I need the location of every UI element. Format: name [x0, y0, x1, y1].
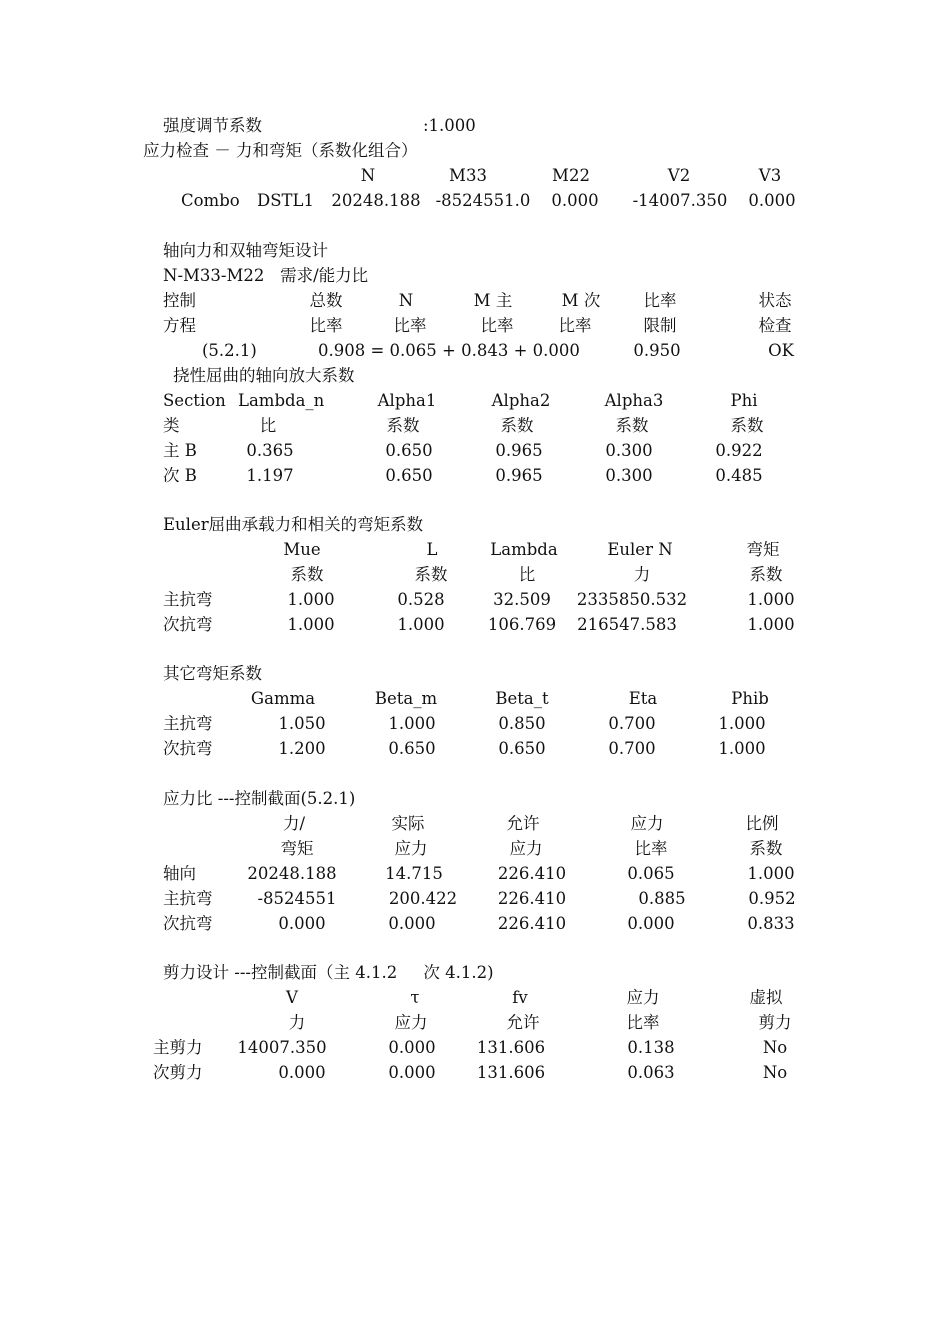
buckling-header: Phi — [730, 391, 758, 410]
shear-header: fv — [512, 988, 528, 1007]
stress-ratio-cell: 0.952 — [748, 889, 796, 908]
buckling-cell: 0.300 — [605, 441, 653, 460]
stress-ratio-cell: 主抗弯 — [163, 889, 213, 908]
shear-cell: 0.138 — [627, 1038, 675, 1057]
euler-title: Euler屈曲承载力和相关的弯矩系数 — [163, 515, 424, 534]
stress-ratio-cell: 226.410 — [497, 889, 567, 908]
axial-header: 方程 — [163, 316, 196, 335]
stress-ratio-cell: 14.715 — [385, 864, 443, 883]
stress-check-header: N — [360, 166, 376, 185]
stress-check-cell: 20248.188 — [331, 191, 421, 210]
other-moment-cell: 0.850 — [498, 714, 546, 733]
euler-cell: 1.000 — [747, 615, 795, 634]
buckling-header: 系数 — [500, 416, 534, 435]
stress-ratio-header: 应力 — [630, 814, 664, 833]
other-moment-cell: 1.000 — [388, 714, 436, 733]
stress-ratio-cell: 0.000 — [388, 914, 436, 933]
axial-header: N — [398, 291, 414, 310]
axial-cell: (5.2.1) — [202, 341, 257, 360]
shear-cell: 0.000 — [388, 1038, 436, 1057]
other-moment-cell: 1.200 — [278, 739, 326, 758]
axial-header: 比率 — [309, 316, 343, 335]
other-moment-cell: 0.700 — [608, 714, 656, 733]
stress-ratio-cell: 200.422 — [388, 889, 458, 908]
euler-cell: 主抗弯 — [163, 590, 213, 609]
stress-ratio-cell: 轴向 — [163, 864, 196, 883]
buckling-cell: 0.650 — [385, 466, 433, 485]
shear-cell: 0.063 — [627, 1063, 675, 1082]
stress-check-header: V3 — [758, 166, 782, 185]
shear-cell: 次剪力 — [153, 1063, 203, 1082]
euler-header: Euler N — [607, 540, 673, 559]
buckling-header: 比 — [259, 416, 277, 435]
stress-ratio-cell: 0.065 — [627, 864, 675, 883]
strength-value: :1.000 — [423, 116, 476, 135]
buckling-header: Alpha3 — [604, 391, 664, 410]
euler-cell: 次抗弯 — [163, 615, 213, 634]
buckling-header: 系数 — [615, 416, 649, 435]
axial-header: 比率 — [480, 316, 514, 335]
euler-header: 系数 — [414, 565, 448, 584]
shear-header: 力 — [288, 1013, 306, 1032]
shear-cell: 0.000 — [388, 1063, 436, 1082]
euler-header: Mue — [283, 540, 321, 559]
stress-ratio-cell: 1.000 — [747, 864, 795, 883]
shear-title: 剪力设计 ---控制截面（主 4.1.2 次 4.1.2) — [163, 963, 494, 982]
buckling-header: 系数 — [386, 416, 420, 435]
euler-header: 系数 — [749, 565, 783, 584]
buckling-cell: 次 B — [163, 466, 197, 485]
euler-header: 弯矩 — [746, 540, 780, 559]
buckling-cell: 0.965 — [495, 466, 543, 485]
axial-header: 比率 — [643, 291, 677, 310]
stress-ratio-cell: 0.000 — [278, 914, 326, 933]
stress-check-title: 应力检查 － 力和弯矩（系数化组合） — [143, 141, 418, 160]
stress-ratio-cell: -8524551 — [257, 889, 337, 908]
stress-ratio-cell: 次抗弯 — [163, 914, 213, 933]
buckling-cell: 0.300 — [605, 466, 653, 485]
euler-header: L — [426, 540, 438, 559]
buckling-cell: 主 B — [163, 441, 197, 460]
euler-cell: 106.769 — [487, 615, 557, 634]
stress-ratio-cell: 0.833 — [747, 914, 795, 933]
buckling-cell: 0.650 — [385, 441, 433, 460]
other-moment-header: Beta_m — [374, 689, 438, 708]
buckling-header: 类 — [163, 416, 180, 435]
euler-cell: 1.000 — [747, 590, 795, 609]
axial-header: 比率 — [393, 316, 427, 335]
stress-ratio-header: 实际 — [391, 814, 425, 833]
other-moment-header: Gamma — [250, 689, 316, 708]
other-moment-header: Phib — [731, 689, 769, 708]
axial-header: 总数 — [309, 291, 343, 310]
stress-check-header: M22 — [552, 166, 590, 185]
buckling-header: 系数 — [730, 416, 764, 435]
other-moment-cell: 1.000 — [718, 739, 766, 758]
axial-design-subtitle: N-M33-M22 需求/能力比 — [163, 266, 369, 285]
axial-header: 检查 — [758, 316, 792, 335]
other-moment-cell: 次抗弯 — [163, 739, 213, 758]
stress-ratio-cell: 0.000 — [627, 914, 675, 933]
shear-header: 应力 — [394, 1013, 428, 1032]
euler-cell: 32.509 — [493, 590, 551, 609]
axial-header: M 次 — [561, 291, 601, 310]
stress-ratio-cell: 20248.188 — [247, 864, 337, 883]
other-moment-header: Eta — [628, 689, 658, 708]
buckling-title: 挠性屈曲的轴向放大系数 — [173, 366, 355, 385]
euler-cell: 2335850.532 — [576, 590, 688, 609]
stress-ratio-header: 力/ — [282, 814, 306, 833]
buckling-cell: 0.365 — [246, 441, 294, 460]
stress-ratio-header: 应力 — [394, 839, 428, 858]
shear-header: 允许 — [506, 1013, 540, 1032]
other-moment-cell: 1.000 — [718, 714, 766, 733]
buckling-header: Section — [163, 391, 226, 410]
other-moment-cell: 0.650 — [498, 739, 546, 758]
stress-ratio-header: 弯矩 — [280, 839, 314, 858]
shear-cell: No — [762, 1038, 788, 1057]
euler-header: Lambda — [490, 540, 558, 559]
stress-check-cell: -14007.350 — [632, 191, 728, 210]
buckling-header: Lambda_n — [238, 391, 325, 410]
other-moment-header: Beta_t — [495, 689, 549, 708]
stress-ratio-cell: 226.410 — [497, 914, 567, 933]
buckling-cell: 0.922 — [715, 441, 763, 460]
stress-ratio-cell: 226.410 — [497, 864, 567, 883]
shear-cell: 14007.350 — [237, 1038, 327, 1057]
stress-ratio-header: 应力 — [509, 839, 543, 858]
stress-check-header: V2 — [667, 166, 691, 185]
other-moment-cell: 1.050 — [278, 714, 326, 733]
other-moment-title: 其它弯矩系数 — [163, 664, 262, 683]
euler-header: 比 — [518, 565, 536, 584]
euler-header: 力 — [633, 565, 651, 584]
axial-header: 控制 — [163, 291, 196, 310]
axial-cell: OK — [768, 341, 794, 360]
axial-header: 比率 — [558, 316, 592, 335]
shear-cell: No — [762, 1063, 788, 1082]
stress-check-cell: 0.000 — [551, 191, 599, 210]
shear-header: V — [286, 988, 298, 1007]
stress-check-cell: Combo — [181, 191, 240, 210]
strength-label: 强度调节系数 — [163, 116, 262, 135]
axial-design-title: 轴向力和双轴弯矩设计 — [163, 241, 328, 260]
shear-header: 虚拟 — [749, 988, 783, 1007]
shear-header: 剪力 — [758, 1013, 792, 1032]
shear-header: τ — [410, 988, 420, 1007]
stress-ratio-header: 系数 — [749, 839, 783, 858]
axial-header: M 主 — [473, 291, 513, 310]
shear-cell: 131.606 — [476, 1038, 546, 1057]
euler-cell: 216547.583 — [577, 615, 677, 634]
stress-check-cell: 0.000 — [748, 191, 796, 210]
shear-header: 应力 — [626, 988, 660, 1007]
stress-ratio-title: 应力比 ---控制截面(5.2.1) — [163, 789, 356, 808]
euler-cell: 1.000 — [287, 615, 335, 634]
buckling-cell: 0.485 — [715, 466, 763, 485]
axial-cell: 0.950 — [633, 341, 681, 360]
stress-ratio-header: 比率 — [634, 839, 668, 858]
axial-header: 限制 — [643, 316, 677, 335]
stress-ratio-header: 比例 — [745, 814, 779, 833]
buckling-header: Alpha1 — [377, 391, 437, 410]
buckling-cell: 0.965 — [495, 441, 543, 460]
shear-header: 比率 — [626, 1013, 660, 1032]
other-moment-cell: 主抗弯 — [163, 714, 213, 733]
other-moment-cell: 0.700 — [608, 739, 656, 758]
shear-cell: 0.000 — [278, 1063, 326, 1082]
buckling-cell: 1.197 — [246, 466, 294, 485]
stress-ratio-cell: 0.885 — [638, 889, 686, 908]
other-moment-cell: 0.650 — [388, 739, 436, 758]
shear-cell: 主剪力 — [153, 1038, 203, 1057]
axial-header: 状态 — [758, 291, 792, 310]
euler-cell: 1.000 — [287, 590, 335, 609]
euler-cell: 1.000 — [397, 615, 445, 634]
stress-check-cell: -8524551.0 — [435, 191, 531, 210]
stress-check-cell: DSTL1 — [257, 191, 314, 210]
stress-check-header: M33 — [449, 166, 487, 185]
stress-ratio-header: 允许 — [506, 814, 540, 833]
buckling-header: Alpha2 — [491, 391, 551, 410]
euler-header: 系数 — [290, 565, 324, 584]
euler-cell: 0.528 — [397, 590, 445, 609]
axial-cell: 0.908 = 0.065 + 0.843 + 0.000 — [318, 341, 580, 360]
shear-cell: 131.606 — [476, 1063, 546, 1082]
